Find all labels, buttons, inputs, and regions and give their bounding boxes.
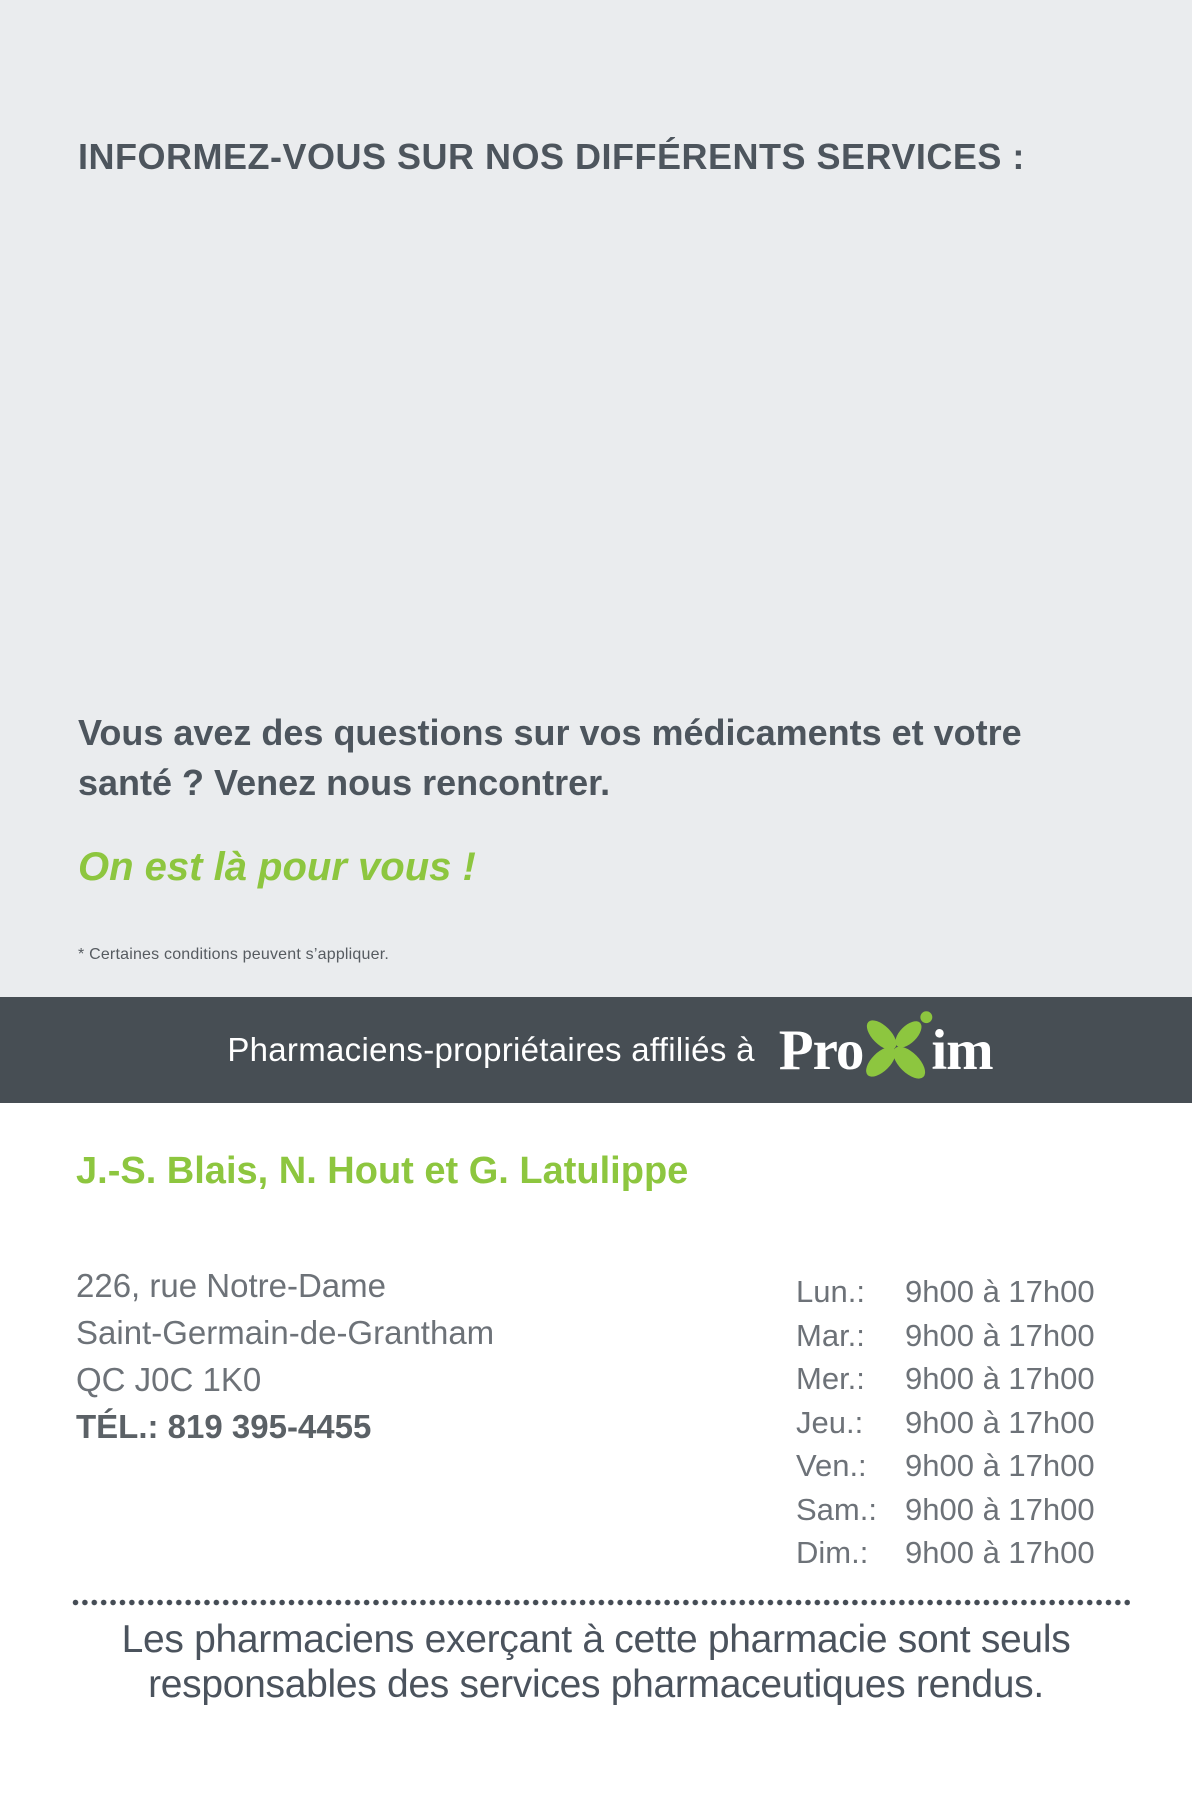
affiliation-band-content (227, 1015, 992, 1085)
hours-time-value: 9h00 à 17h00 (905, 1274, 1095, 1309)
question-line-2: santé ? Venez nous rencontrer. (78, 762, 611, 803)
hours-row-monday (796, 1270, 1095, 1314)
address-postal: QC J0C 1K0 (76, 1361, 262, 1398)
opening-hours-table (796, 1270, 1095, 1575)
hours-day-label: Lun.: (796, 1274, 865, 1309)
owners-names: J.-S. Blais, N. Hout et G. Latulippe (76, 1150, 689, 1192)
hours-time-value: 9h00 à 17h00 (905, 1361, 1095, 1396)
tagline-text: On est là pour vous ! (78, 845, 476, 889)
hours-row-wednesday (796, 1357, 1095, 1401)
hours-row-friday (796, 1444, 1095, 1488)
dotted-separator (72, 1599, 1130, 1606)
hours-day-label: Sam.: (796, 1491, 877, 1527)
address-city: Saint-Germain-de-Grantham (76, 1314, 495, 1351)
proxim-logo-text-right: im (931, 1018, 993, 1082)
hours-day-label: Dim.: (796, 1535, 869, 1570)
address-block (76, 1262, 494, 1450)
hours-row-sunday (796, 1531, 1095, 1575)
disclaimer-line-2: responsables des services pharmaceutiques rendus. (148, 1663, 1044, 1706)
hours-time-value: 9h00 à 17h00 (905, 1448, 1095, 1483)
hours-row-saturday (796, 1488, 1095, 1532)
hours-time-value: 9h00 à 17h00 (905, 1404, 1095, 1440)
proxim-logo-text-left: Pro (778, 1018, 864, 1082)
hours-row-thursday (796, 1401, 1095, 1445)
affiliation-text: Pharmaciens-propriétaires affiliés à (227, 1031, 755, 1068)
disclaimer-text (0, 1617, 1192, 1707)
hours-day-label: Jeu.: (796, 1404, 864, 1440)
hours-day-label: Ven.: (796, 1448, 867, 1483)
disclaimer-line-1: Les pharmaciens exerçant à cette pharmacie sont seuls (121, 1618, 1071, 1661)
services-heading: INFORMEZ-VOUS SUR NOS DIFFÉRENTS SERVICES : (78, 136, 1025, 177)
hours-day-label: Mar.: (796, 1317, 865, 1353)
phone-number: TÉL.: 819 395-4455 (76, 1408, 372, 1445)
conditions-fine-print: * Certaines conditions peuvent s’appliquer. (78, 946, 390, 963)
proxim-logo (779, 1015, 993, 1085)
question-line-1: Vous avez des questions sur vos médicaments et votre (78, 712, 1022, 753)
hours-time-value: 9h00 à 17h00 (905, 1535, 1095, 1570)
proxim-x-flower-icon (857, 1009, 939, 1085)
hours-day-label: Mer.: (796, 1361, 865, 1396)
hours-row-tuesday (796, 1314, 1095, 1358)
question-text (78, 708, 1022, 808)
hours-time-value: 9h00 à 17h00 (905, 1317, 1095, 1353)
affiliation-band (0, 997, 1192, 1103)
address-street: 226, rue Notre-Dame (76, 1267, 386, 1304)
hours-time-value: 9h00 à 17h00 (905, 1491, 1095, 1527)
